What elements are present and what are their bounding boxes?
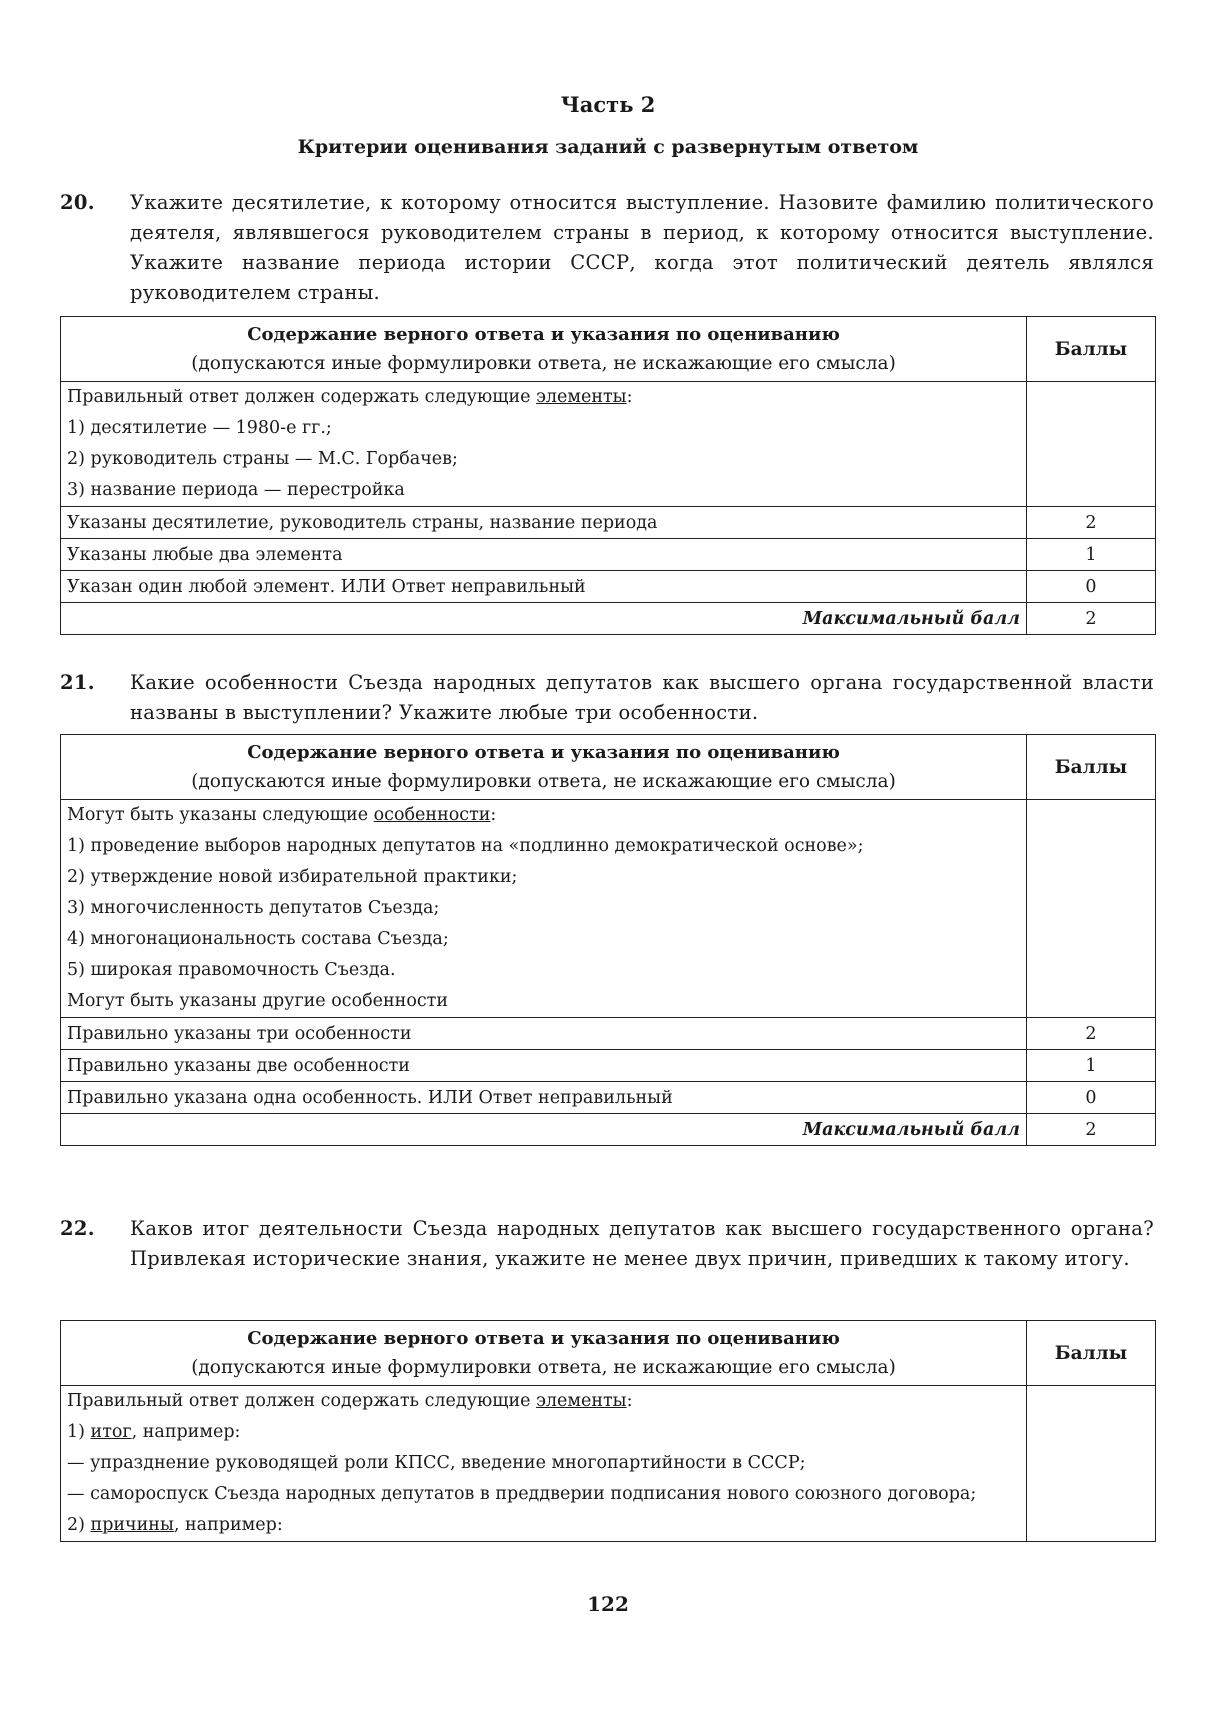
criteria-score: 2 bbox=[1027, 507, 1156, 539]
empty-score-cell bbox=[1027, 1386, 1156, 1542]
answer-content-row bbox=[61, 800, 1156, 1018]
question-text: Какие особенности Съезда народных депутатов как высшего органа государственной власти названы в выступлении? Укажите любые три особенности. bbox=[130, 671, 1154, 724]
page-number: 122 bbox=[587, 1592, 629, 1616]
table-header-row bbox=[61, 1321, 1156, 1386]
content-item: 1) итог, например: bbox=[67, 1422, 241, 1442]
question-21 bbox=[60, 668, 1154, 728]
question-number: 22. bbox=[60, 1217, 95, 1240]
criteria-row bbox=[61, 507, 1156, 539]
criteria-text: Указаны любые два элемента bbox=[61, 539, 1027, 571]
empty-score-cell bbox=[1027, 800, 1156, 1018]
content-item: 3) многочисленность депутатов Съезда; bbox=[67, 898, 440, 918]
criteria-score: 0 bbox=[1027, 1082, 1156, 1114]
content-intro: Могут быть указаны следующие особенности: bbox=[67, 805, 497, 825]
answer-content bbox=[61, 800, 1027, 1018]
header-title: Содержание верного ответа и указания по оцениванию bbox=[247, 742, 840, 763]
points-header: Баллы bbox=[1027, 1321, 1156, 1386]
criteria-score: 0 bbox=[1027, 571, 1156, 603]
content-bullet: — упразднение руководящей роли КПСС, введение многопартийности в СССР; bbox=[67, 1453, 806, 1473]
content-item: 2) причины, например: bbox=[67, 1515, 283, 1535]
content-item: 3) название периода — перестройка bbox=[67, 480, 405, 500]
criteria-text: Правильно указаны три особенности bbox=[61, 1018, 1027, 1050]
content-item: Могут быть указаны другие особенности bbox=[67, 991, 449, 1011]
max-score-row bbox=[61, 603, 1156, 635]
header-note: (допускаются иные формулировки ответа, не искажающие его смысла) bbox=[191, 1357, 896, 1378]
criteria-text: Правильно указаны две особенности bbox=[61, 1050, 1027, 1082]
question-22 bbox=[60, 1214, 1154, 1274]
question-text: Каков итог деятельности Съезда народных депутатов как высшего государственного органа? Привлекая исторические знания, укажите не менее двух причин, приведших к такому итогу. bbox=[130, 1217, 1154, 1270]
max-score-label: Максимальный балл bbox=[61, 1114, 1027, 1146]
criteria-row bbox=[61, 1018, 1156, 1050]
criteria-table-22 bbox=[60, 1320, 1156, 1542]
question-number: 21. bbox=[60, 671, 95, 694]
content-item: 2) руководитель страны — М.С. Горбачев; bbox=[67, 449, 458, 469]
question-number: 20. bbox=[60, 191, 95, 214]
criteria-score: 2 bbox=[1027, 1018, 1156, 1050]
max-score-value: 2 bbox=[1027, 603, 1156, 635]
content-header bbox=[61, 1321, 1027, 1386]
header-title: Содержание верного ответа и указания по оцениванию bbox=[247, 1328, 840, 1349]
question-text: Укажите десятилетие, к которому относится выступление. Назовите фамилию политического деятеля, являвшегося руководителем страны в период, к которому относится выступление. Укажите название периода истории СССР, когда этот политический деятель являлся руководителем страны. bbox=[130, 191, 1154, 304]
header-note: (допускаются иные формулировки ответа, не искажающие его смысла) bbox=[191, 353, 896, 374]
empty-score-cell bbox=[1027, 382, 1156, 507]
max-score-row bbox=[61, 1114, 1156, 1146]
criteria-text: Указан один любой элемент. ИЛИ Ответ неправильный bbox=[61, 571, 1027, 603]
answer-content-row bbox=[61, 382, 1156, 507]
points-header: Баллы bbox=[1027, 735, 1156, 800]
question-20 bbox=[60, 188, 1154, 308]
criteria-table-20 bbox=[60, 316, 1156, 635]
content-item: 5) широкая правомочность Съезда. bbox=[67, 960, 396, 980]
max-score-value: 2 bbox=[1027, 1114, 1156, 1146]
content-intro: Правильный ответ должен содержать следующие элементы: bbox=[67, 387, 633, 407]
answer-content bbox=[61, 382, 1027, 507]
header-note: (допускаются иные формулировки ответа, не искажающие его смысла) bbox=[191, 771, 896, 792]
table-header-row bbox=[61, 317, 1156, 382]
answer-content bbox=[61, 1386, 1027, 1542]
criteria-score: 1 bbox=[1027, 539, 1156, 571]
content-header bbox=[61, 735, 1027, 800]
section-subtitle: Критерии оценивания заданий с развернутым ответом bbox=[297, 136, 919, 158]
criteria-text: Правильно указана одна особенность. ИЛИ Ответ неправильный bbox=[61, 1082, 1027, 1114]
max-score-label: Максимальный балл bbox=[61, 603, 1027, 635]
content-bullet: — самороспуск Съезда народных депутатов в преддверии подписания нового союзного договора; bbox=[67, 1484, 977, 1504]
answer-content-row bbox=[61, 1386, 1156, 1542]
criteria-text: Указаны десятилетие, руководитель страны, название периода bbox=[61, 507, 1027, 539]
criteria-row bbox=[61, 1050, 1156, 1082]
table-header-row bbox=[61, 735, 1156, 800]
content-item: 1) десятилетие — 1980-е гг.; bbox=[67, 418, 332, 438]
content-item: 2) утверждение новой избирательной практики; bbox=[67, 867, 518, 887]
part-title: Часть 2 bbox=[560, 92, 656, 117]
criteria-score: 1 bbox=[1027, 1050, 1156, 1082]
criteria-row bbox=[61, 539, 1156, 571]
content-intro: Правильный ответ должен содержать следующие элементы: bbox=[67, 1391, 633, 1411]
criteria-row bbox=[61, 1082, 1156, 1114]
header-title: Содержание верного ответа и указания по оцениванию bbox=[247, 324, 840, 345]
criteria-row bbox=[61, 571, 1156, 603]
content-header bbox=[61, 317, 1027, 382]
content-item: 4) многонациональность состава Съезда; bbox=[67, 929, 449, 949]
content-item: 1) проведение выборов народных депутатов на «подлинно демократической основе»; bbox=[67, 836, 864, 856]
points-header: Баллы bbox=[1027, 317, 1156, 382]
criteria-table-21 bbox=[60, 734, 1156, 1146]
